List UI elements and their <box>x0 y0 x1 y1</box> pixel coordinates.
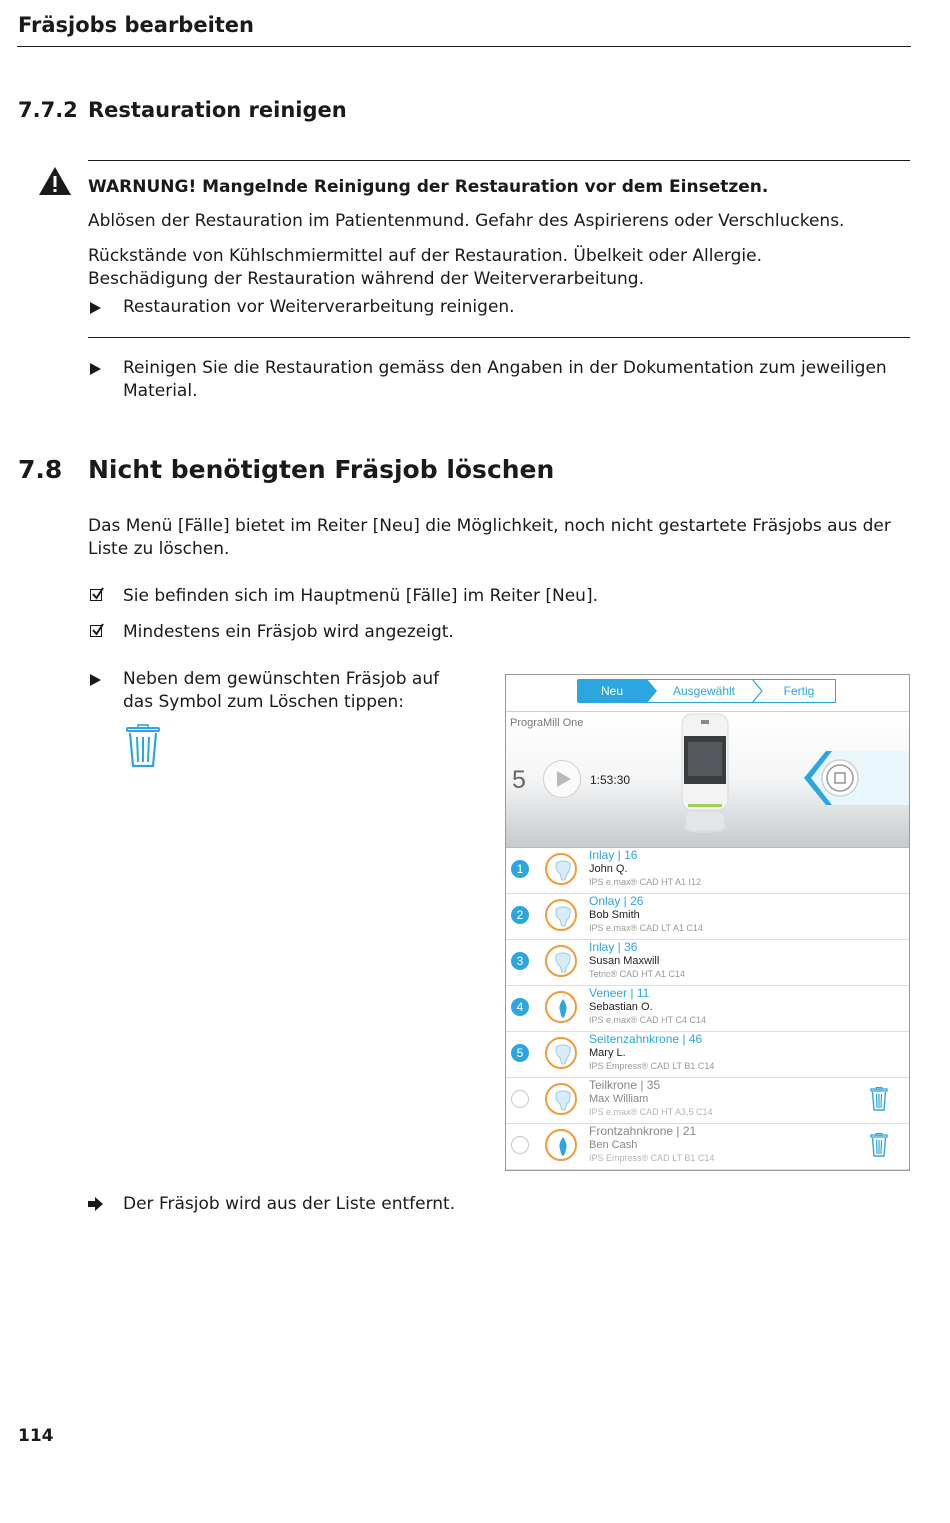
job-material: IPS Empress® CAD LT B1 C14 <box>589 1153 715 1163</box>
tab-fertig[interactable]: Fertig <box>783 684 815 698</box>
job-row[interactable] <box>506 847 909 894</box>
job-row[interactable] <box>506 893 909 940</box>
warning-text-2b: Beschädigung der Restauration während der Weiterverarbeitung. <box>88 269 644 289</box>
bullet-arrow-icon <box>90 363 101 375</box>
trash-icon <box>125 724 161 772</box>
section-number-772: 7.7.2 <box>18 98 78 122</box>
job-material: IPS e.max® CAD LT A1 C14 <box>589 923 703 933</box>
running-title: Fräsjobs bearbeiten <box>18 13 255 37</box>
job-material: IPS e.max® CAD HT C4 C14 <box>589 1015 706 1025</box>
warning-title: WARNUNG! Mangelnde Reinigung der Restauration vor dem Einsetzen. <box>88 177 769 197</box>
tooth-icon <box>545 853 577 885</box>
header-rule <box>17 46 911 47</box>
tab-neu[interactable]: Neu <box>577 679 647 703</box>
delete-step-line2: das Symbol zum Löschen tippen: <box>123 692 404 712</box>
job-patient: Bob Smith <box>589 909 640 921</box>
job-row[interactable] <box>506 1031 909 1078</box>
job-title: Frontzahnkrone | 21 <box>589 1124 697 1138</box>
job-title: Onlay | 26 <box>589 894 644 908</box>
play-button[interactable] <box>543 760 581 798</box>
job-title: Seitenzahnkrone | 46 <box>589 1032 703 1046</box>
tooth-icon <box>545 1129 577 1161</box>
job-material: IPS e.max® CAD HT A3,5 C14 <box>589 1107 713 1117</box>
cleaning-step-line1: Reinigen Sie die Restauration gemäss den Angaben in der Dokumentation zum jeweiligen <box>123 358 887 378</box>
precondition-2: Mindestens ein Fräsjob wird angezeigt. <box>123 622 454 642</box>
warning-action: Restauration vor Weiterverarbeitung reinigen. <box>123 297 515 317</box>
job-patient: Mary L. <box>589 1047 626 1059</box>
section-title-772: Restauration reinigen <box>88 98 347 122</box>
result-text: Der Fräsjob wird aus der Liste entfernt. <box>123 1194 456 1214</box>
app-screenshot <box>505 674 910 1171</box>
job-index-badge: 5 <box>511 1044 529 1062</box>
warning-triangle-icon <box>38 166 72 200</box>
warning-top-rule <box>88 160 910 161</box>
checkbox-icon <box>90 589 102 601</box>
machine-job-count: 5 <box>512 766 526 794</box>
job-title: Veneer | 11 <box>589 986 650 1000</box>
job-title: Inlay | 16 <box>589 848 638 862</box>
machine-status-indicator <box>802 749 909 807</box>
delete-step-line1: Neben dem gewünschten Fräsjob auf <box>123 669 440 689</box>
delete-job-trash-icon[interactable] <box>870 1133 888 1162</box>
job-row[interactable] <box>506 1077 909 1124</box>
delete-job-trash-icon[interactable] <box>870 1087 888 1116</box>
job-patient: Sebastian O. <box>589 1001 653 1013</box>
bullet-arrow-icon <box>90 674 101 686</box>
tooth-icon <box>545 1083 577 1115</box>
precondition-1: Sie befinden sich im Hauptmenü [Fälle] im Reiter [Neu]. <box>123 586 598 606</box>
intro-line1: Das Menü [Fälle] bietet im Reiter [Neu] die Möglichkeit, noch nicht gestartete Fräsjobs aus der <box>88 516 891 536</box>
job-title: Teilkrone | 35 <box>589 1078 661 1092</box>
job-index-badge: 4 <box>511 998 529 1016</box>
job-index-badge: 1 <box>511 860 529 878</box>
machine-time: 1:53:30 <box>590 773 631 787</box>
cleaning-step-line2: Material. <box>123 381 198 401</box>
section-title-78: Nicht benötigten Fräsjob löschen <box>88 455 555 484</box>
job-patient: Ben Cash <box>589 1139 638 1151</box>
job-material: IPS Empress® CAD LT B1 C14 <box>589 1061 715 1071</box>
tab-ausgewaehlt[interactable]: Ausgewählt <box>672 684 736 698</box>
job-row[interactable] <box>506 939 909 986</box>
job-patient: Max William <box>589 1093 649 1105</box>
machine-panel <box>506 712 909 848</box>
bullet-arrow-icon <box>90 302 101 314</box>
warning-text-2a: Rückstände von Kühlschmiermittel auf der Restauration. Übelkeit oder Allergie. <box>88 246 762 266</box>
result-arrow-icon <box>88 1197 104 1211</box>
job-material: Tetric® CAD HT A1 C14 <box>589 969 685 979</box>
tooth-icon <box>545 899 577 931</box>
job-select-circle <box>511 1136 529 1154</box>
job-row[interactable] <box>506 1123 909 1170</box>
tooth-icon <box>545 945 577 977</box>
tab-bar <box>506 675 909 712</box>
job-material: IPS e.max® CAD HT A1 I12 <box>589 877 702 887</box>
warning-bottom-rule <box>88 337 910 338</box>
job-index-badge: 2 <box>511 906 529 924</box>
section-number-78: 7.8 <box>18 455 63 484</box>
tooth-icon <box>545 991 577 1023</box>
job-title: Inlay | 36 <box>589 940 638 954</box>
job-patient: Susan Maxwill <box>589 955 660 967</box>
milling-machine-image <box>674 712 736 844</box>
checkbox-icon <box>90 625 102 637</box>
job-select-circle <box>511 1090 529 1108</box>
page-number: 114 <box>18 1426 54 1446</box>
warning-text-1: Ablösen der Restauration im Patientenmund. Gefahr des Aspirierens oder Verschluckens. <box>88 211 845 231</box>
intro-line2: Liste zu löschen. <box>88 539 230 559</box>
job-index-badge: 3 <box>511 952 529 970</box>
machine-name: PrograMill One <box>510 717 584 729</box>
tooth-icon <box>545 1037 577 1069</box>
job-row[interactable] <box>506 985 909 1032</box>
job-patient: John Q. <box>589 863 628 875</box>
